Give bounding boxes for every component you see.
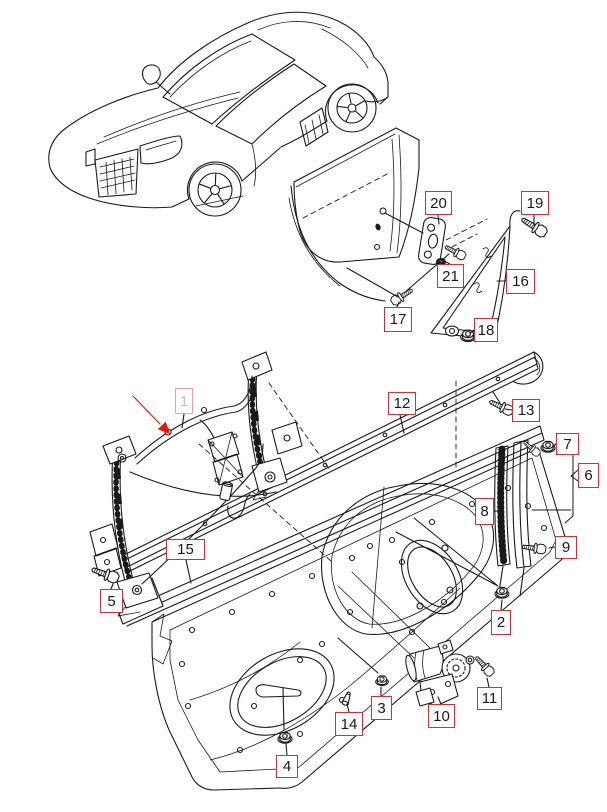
nut-2 bbox=[495, 587, 509, 598]
callout-10[interactable]: 10 bbox=[428, 704, 455, 728]
nut-7 bbox=[541, 441, 555, 452]
callout-18[interactable]: 18 bbox=[474, 318, 498, 342]
callout-8[interactable]: 8 bbox=[475, 498, 494, 525]
window-motor bbox=[338, 572, 474, 706]
nut-4 bbox=[278, 732, 292, 743]
callout-6[interactable]: 6 bbox=[578, 463, 599, 488]
front-wheel bbox=[189, 164, 241, 216]
callout-9[interactable]: 9 bbox=[555, 536, 577, 559]
callout-19[interactable]: 19 bbox=[521, 191, 549, 215]
rear-wheel bbox=[328, 84, 376, 132]
callout-4[interactable]: 4 bbox=[276, 755, 298, 778]
screw-9 bbox=[521, 542, 546, 555]
impact-beam-15 bbox=[112, 426, 544, 626]
callout-1[interactable]: 1 bbox=[175, 388, 193, 414]
car-illustration bbox=[49, 12, 388, 216]
nut-3 bbox=[376, 676, 389, 686]
callout-17[interactable]: 17 bbox=[384, 307, 412, 332]
callout-20[interactable]: 20 bbox=[425, 191, 452, 215]
window-regulator bbox=[90, 352, 302, 616]
guide-channel bbox=[495, 446, 510, 592]
glass-run-seal bbox=[513, 440, 531, 596]
screw-11 bbox=[472, 654, 496, 678]
bolt-13 bbox=[487, 397, 514, 417]
bolt-17 bbox=[389, 286, 415, 307]
callout-13[interactable]: 13 bbox=[512, 399, 540, 422]
selection-arrow-icon bbox=[133, 396, 170, 434]
callout-7[interactable]: 7 bbox=[556, 433, 579, 455]
callout-21[interactable]: 21 bbox=[437, 264, 464, 288]
callout-16[interactable]: 16 bbox=[506, 269, 535, 294]
callout-3[interactable]: 3 bbox=[371, 696, 392, 720]
callout-14[interactable]: 14 bbox=[335, 712, 363, 736]
callout-5[interactable]: 5 bbox=[100, 589, 123, 613]
callout-2[interactable]: 2 bbox=[491, 610, 511, 635]
callout-12[interactable]: 12 bbox=[388, 392, 416, 415]
callout-11[interactable]: 11 bbox=[477, 687, 502, 710]
cable-tensioner bbox=[208, 432, 250, 518]
callout-15[interactable]: 15 bbox=[166, 539, 205, 560]
